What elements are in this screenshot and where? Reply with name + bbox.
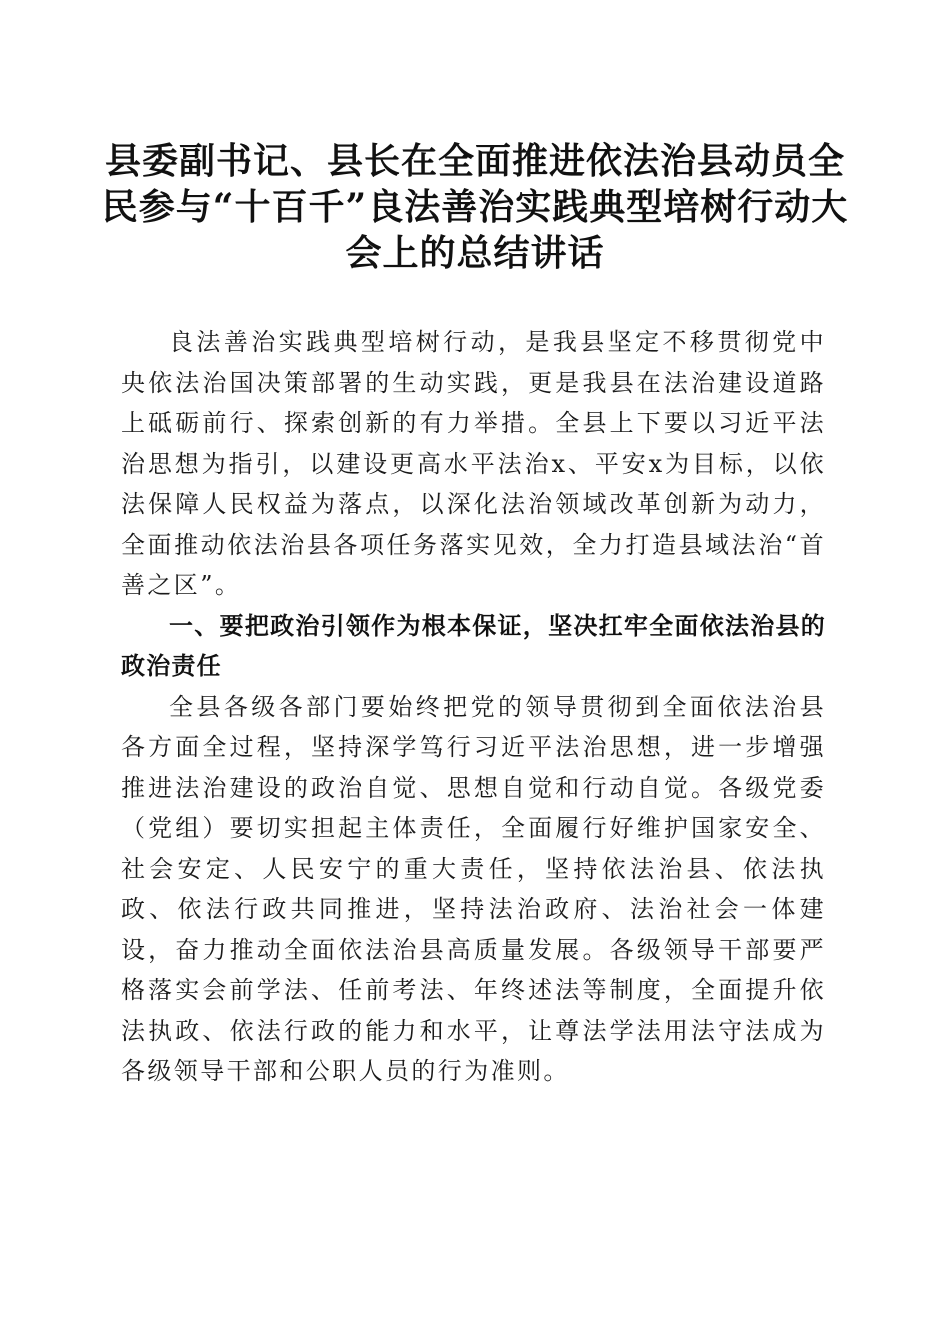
section-1-heading: 一、要把政治引领作为根本保证，坚决扛牢全面依法治县的政治责任: [121, 611, 826, 680]
document-body: [121, 322, 826, 1092]
section-1-paragraph: 全县各级各部门要始终把党的领导贯彻到全面依法治县各方面全过程，坚持深学笃行习近平法治思想，进一步增强推进法治建设的政治自觉、思想自觉和行动自觉。各级党委（党组）要切实担起主体责任，全面履行好维护国家安全、社会安定、人民安宁的重大责任，坚持依法治县、依法执政、依法行政共同推进，坚持法治政府、法治社会一体建设，奋力推动全面依法治县高质量发展。各级领导干部要严格落实会前学法、任前考法、年终述法等制度，全面提升依法执政、依法行政的能力和水平，让尊法学法用法守法成为各级领导干部和公职人员的行为准则。: [121, 692, 826, 1085]
intro-paragraph: 良法善治实践典型培树行动，是我县坚定不移贯彻党中央依法治国决策部署的生动实践，更是我县在法治建设道路上砥砺前行、探索创新的有力举措。全县上下要以习近平法治思想为指引，以建设更高水平法治x、平安x为目标，以依法保障人民权益为落点，以深化法治领域改革创新为动力，全面推动依法治县各项任务落实见效，全力打造县域法治“首善之区”。: [121, 328, 826, 599]
document-title: 县委副书记、县长在全面推进依法治县动员全民参与“十百千”良法善治实践典型培树行动大会上的总结讲话: [101, 140, 849, 274]
